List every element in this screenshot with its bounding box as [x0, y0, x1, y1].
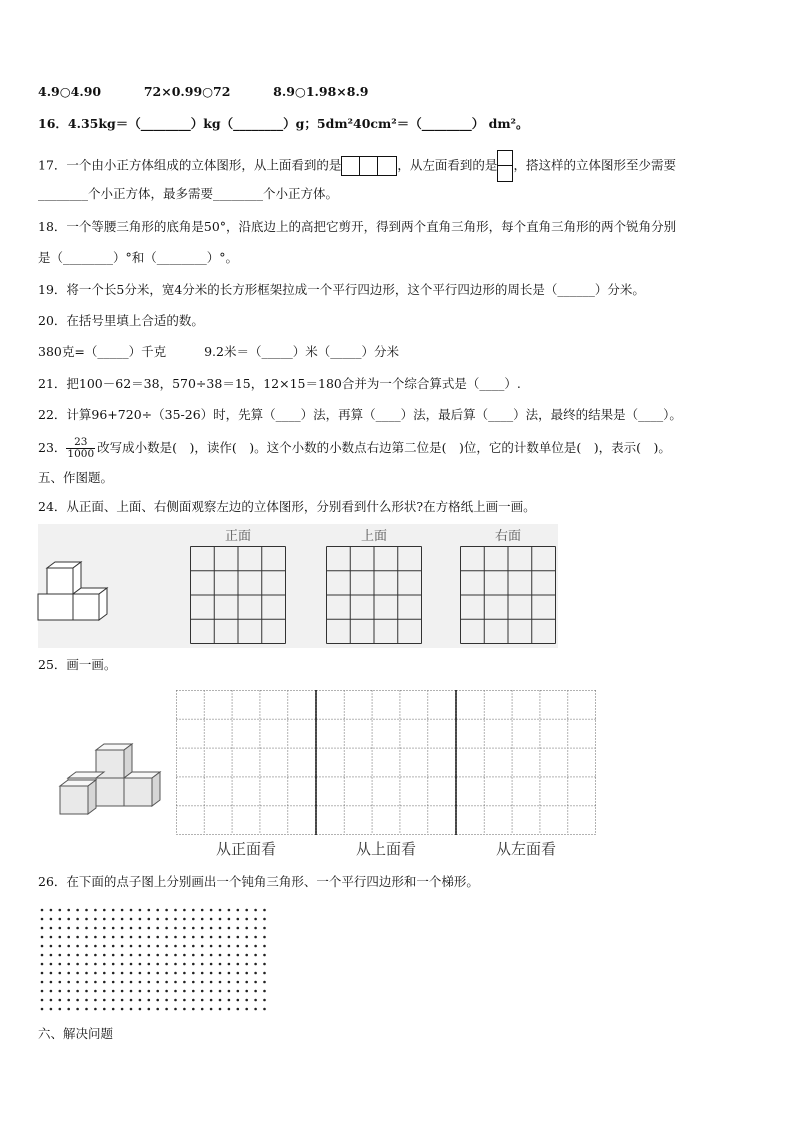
q25-cube-figure	[58, 742, 162, 818]
q23-prefix: 23．	[38, 440, 67, 455]
left-view-icon	[497, 150, 513, 182]
compare-a: 4.9○4.90	[38, 84, 102, 99]
q20-line2	[38, 344, 399, 360]
compare-b: 72×0.99○72	[143, 84, 231, 99]
question-22: 22．计算96+720÷（35-26）时，先算（____）法，再算（____）法，最后算（____）法，最终的结果是（____）。	[38, 407, 682, 422]
fraction	[66, 437, 95, 460]
q24-cube-figure	[36, 560, 116, 640]
fraction-denominator: 1000	[67, 448, 95, 460]
q17-line2: ________个小正方体，最多需要________个小正方体。	[38, 186, 339, 201]
q17-part2: ，从左面看到的是	[397, 157, 498, 173]
q25-label-front: 从正面看	[215, 840, 276, 858]
q24-grid-right	[460, 546, 556, 644]
question-16: 16．4.35kg＝（________）kg（________）g；5dm²40cm²＝（________） dm²。	[38, 116, 529, 131]
question-24: 24．从正面、上面、右侧面观察左边的立体图形，分别看到什么形状?在方格纸上画一画。	[38, 499, 536, 514]
q20-length: 9.2米＝（_____）米（_____）分米	[204, 344, 399, 359]
q15-comparisons	[38, 84, 369, 100]
top-view-icon	[341, 156, 397, 176]
compare-c: 8.9○1.98×8.9	[273, 84, 369, 99]
q24-label-top: 上面	[360, 529, 387, 544]
question-23	[38, 436, 671, 460]
q24-grid-top	[326, 546, 422, 644]
question-17	[38, 150, 676, 182]
q20-title: 20．在括号里填上合适的数。	[38, 313, 204, 328]
q25-label-top: 从上面看	[355, 840, 416, 858]
q25-grid-dividers	[176, 690, 598, 835]
q20-mass: 380克=（_____）千克	[38, 344, 167, 359]
section-6-title: 六、解决问题	[38, 1026, 114, 1041]
fraction-numerator: 23	[66, 437, 95, 449]
question-26: 26．在下面的点子图上分别画出一个钝角三角形、一个平行四边形和一个梯形。	[38, 874, 479, 889]
question-19: 19．将一个长5分米，宽4分米的长方形框架拉成一个平行四边形，这个平行四边形的周长是（______）分米。	[38, 282, 645, 297]
q26-dot-grid	[40, 908, 272, 1014]
q18-line1: 18．一个等腰三角形的底角是50°，沿底边上的高把它剪开，得到两个直角三角形，每个直角三角形的两个锐角分别	[38, 219, 677, 234]
q24-grid-front	[190, 546, 286, 644]
q17-part3: ，搭这样的立体图形至少需要	[513, 157, 676, 173]
question-25: 25．画一画。	[38, 657, 117, 672]
q24-label-front: 正面	[224, 529, 251, 544]
q17-part1: 17．一个由小正方体组成的立体图形，从上面看到的是	[38, 157, 342, 173]
q18-line2: 是（________）°和（________）°。	[38, 250, 239, 265]
q25-label-left: 从左面看	[495, 840, 556, 858]
section-5-title: 五、作图题。	[38, 470, 114, 485]
q24-label-right: 右面	[494, 529, 521, 544]
q23-text: 改写成小数是( )，读作( )。这个小数的小数点右边第二位是( )位，它的计数单位是( )，表示( )。	[97, 440, 671, 455]
question-21: 21．把100－62＝38，570÷38＝15，12×15＝180合并为一个综合算式是（____）.	[38, 376, 521, 391]
